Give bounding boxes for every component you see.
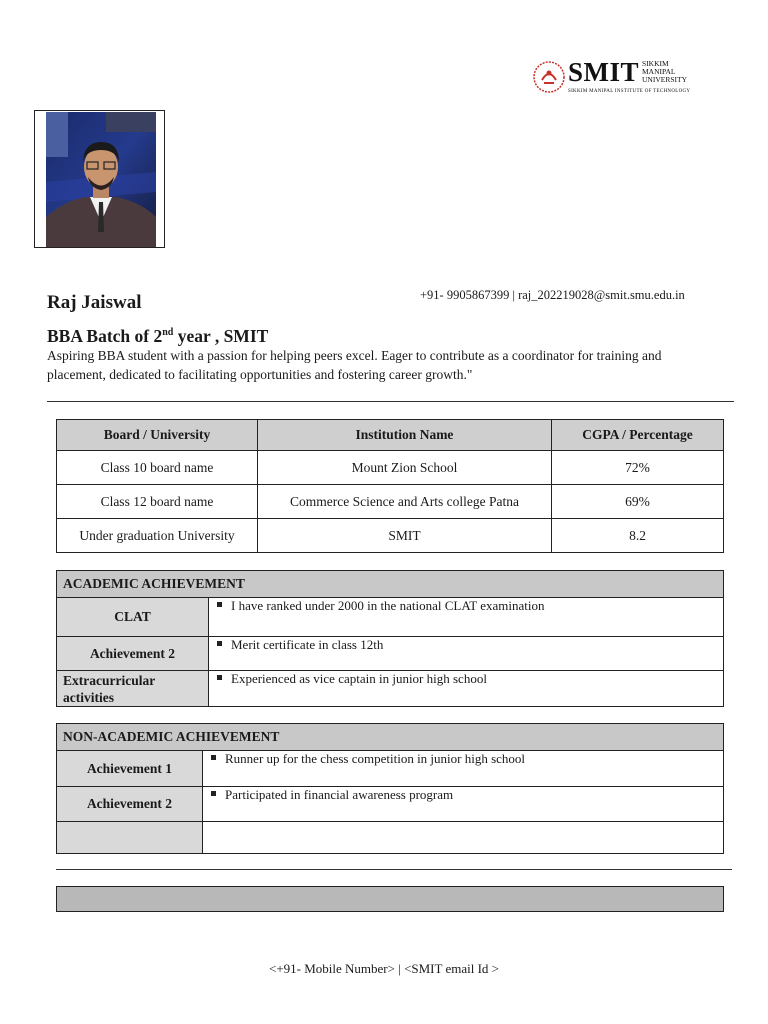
table-cell: 72% — [552, 451, 724, 485]
table-row — [57, 451, 724, 485]
table-row — [57, 787, 724, 822]
achievement-text: Participated in financial awareness program — [203, 787, 724, 822]
section-title: NON-ACADEMIC ACHIEVEMENT — [57, 724, 724, 751]
table-row — [57, 751, 724, 787]
achievement-text — [203, 822, 724, 854]
bullet-icon — [211, 791, 216, 796]
achievement-label: Achievement 2 — [57, 787, 203, 822]
logo-full-name: SIKKIM MANIPAL INSTITUTE OF TECHNOLOGY — [568, 89, 691, 94]
profile-photo — [34, 110, 165, 248]
table-cell: Under graduation University — [57, 519, 258, 553]
table-row — [57, 637, 724, 671]
academic-achievement-table — [56, 570, 724, 707]
achievement-label: CLAT — [57, 598, 209, 637]
candidate-name: Raj Jaiswal — [47, 292, 142, 313]
section-bar — [56, 886, 724, 912]
table-header-row — [57, 420, 724, 451]
table-row — [57, 822, 724, 854]
section-title: ACADEMIC ACHIEVEMENT — [57, 571, 724, 598]
table-cell: Class 12 board name — [57, 485, 258, 519]
table-row — [57, 598, 724, 637]
batch-line: BBA Batch of 2nd year , SMIT — [47, 326, 269, 346]
achievement-label: Achievement 1 — [57, 751, 203, 787]
bullet-icon — [217, 641, 222, 646]
table-cell: Commerce Science and Arts college Patna — [258, 485, 552, 519]
divider — [47, 401, 734, 402]
achievement-text: I have ranked under 2000 in the national CLAT examination — [209, 598, 724, 637]
bullet-icon — [217, 602, 222, 607]
table-cell: SMIT — [258, 519, 552, 553]
logo-university-lines: SIKKIM MANIPAL UNIVERSITY — [642, 59, 687, 84]
profile-photo-image — [46, 112, 156, 247]
table-row — [57, 485, 724, 519]
footer-contact: <+91- Mobile Number> | <SMIT email Id > — [268, 961, 500, 976]
column-header: Institution Name — [258, 420, 552, 451]
divider — [56, 869, 732, 870]
objective-text: Aspiring BBA student with a passion for helping peers excel. Eager to contribute as a coordinator for training and placement, dedicated to facilitating opportunities and fostering career growth." — [47, 348, 662, 382]
achievement-label — [57, 822, 203, 854]
table-cell: 8.2 — [552, 519, 724, 553]
column-header: CGPA / Percentage — [552, 420, 724, 451]
achievement-text: Runner up for the chess competition in junior high school — [203, 751, 724, 787]
smit-logo — [532, 58, 707, 98]
table-cell: Mount Zion School — [258, 451, 552, 485]
section-title-row — [57, 571, 724, 598]
achievement-text: Experienced as vice captain in junior high school — [209, 671, 724, 707]
achievement-label: Achievement 2 — [57, 637, 209, 671]
table-cell: Class 10 board name — [57, 451, 258, 485]
achievement-text: Merit certificate in class 12th — [209, 637, 724, 671]
bullet-icon — [217, 675, 222, 680]
logo-wordmark: SMIT — [568, 57, 640, 87]
contact-info: +91- 9905867399 | raj_202219028@smit.smu.edu.in — [420, 288, 685, 302]
section-title-row — [57, 724, 724, 751]
bullet-icon — [211, 755, 216, 760]
table-row — [57, 671, 724, 707]
table-row — [57, 519, 724, 553]
non-academic-achievement-table — [56, 723, 724, 854]
achievement-label: Extracurricular activities — [57, 671, 209, 707]
education-table — [56, 419, 724, 553]
table-cell: 69% — [552, 485, 724, 519]
column-header: Board / University — [57, 420, 258, 451]
smit-emblem-icon — [532, 60, 566, 94]
